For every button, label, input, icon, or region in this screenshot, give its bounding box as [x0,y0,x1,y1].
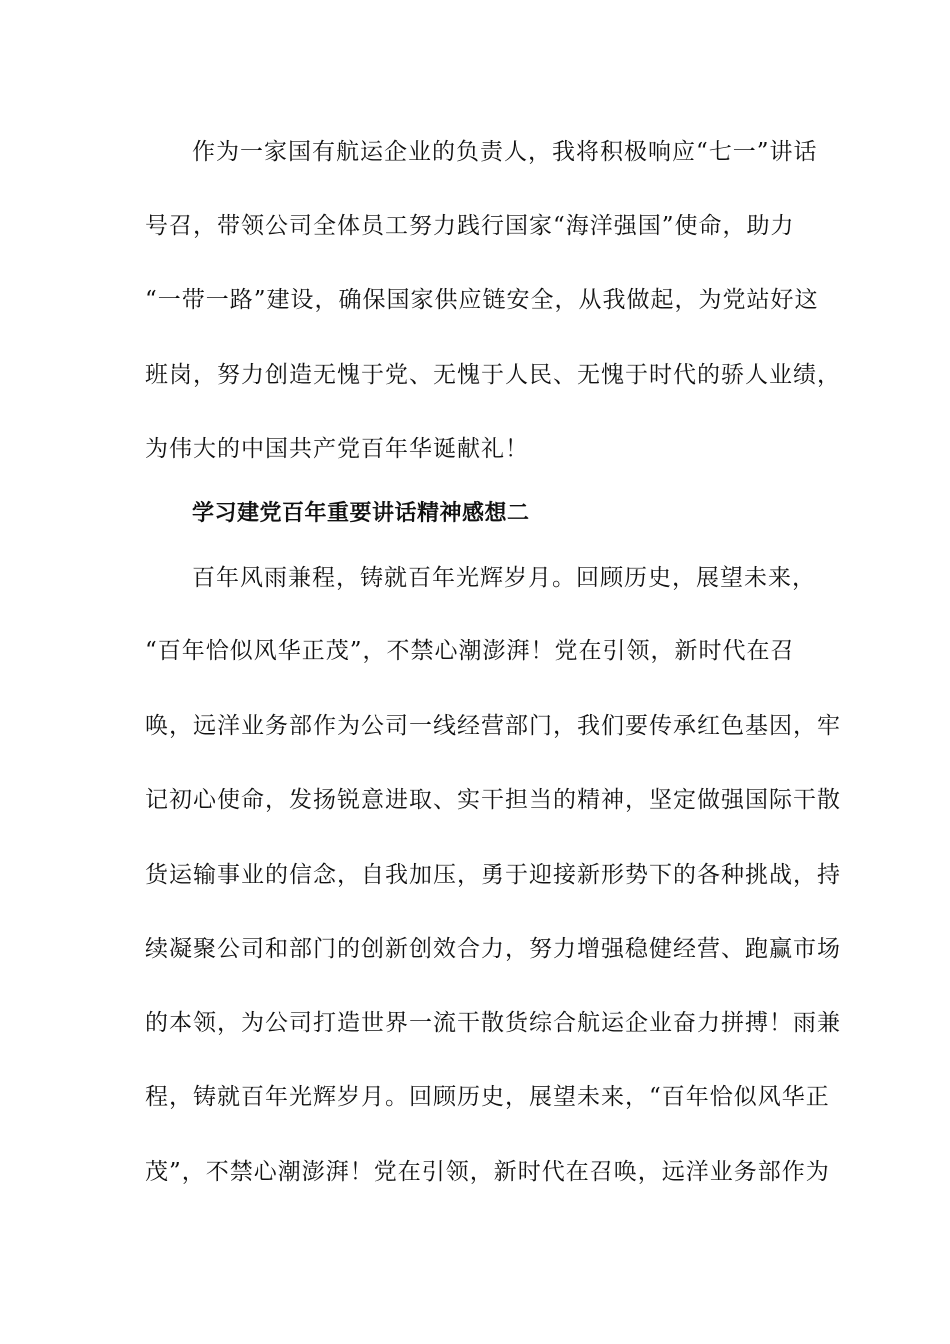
paragraph-line: 的本领，为公司打造世界一流干散货综合航运企业奋力拼搏！雨兼 [145,1010,841,1036]
paragraph-line: 茂”，不禁心潮澎湃！党在引领，新时代在召唤，远洋业务部作为 [145,1159,830,1185]
paragraph-line: 作为一家国有航运企业的负责人，我将积极响应“七一”讲话 [192,139,818,165]
paragraph-line: 唤，远洋业务部作为公司一线经营部门，我们要传承红色基因，牢 [145,713,841,739]
paragraph-line: 号召，带领公司全体员工努力践行国家“海洋强国”使命，助力 [145,213,795,239]
paragraph-line: 百年风雨兼程，铸就百年光辉岁月。回顾历史，展望未来， [192,565,816,591]
section-heading: 学习建党百年重要讲话精神感想二 [192,500,530,526]
paragraph-line: 记初心使命，发扬锐意进取、实干担当的精神，坚定做强国际干散 [145,787,841,813]
paragraph-line: 程，铸就百年光辉岁月。回顾历史，展望未来，“百年恰似风华正 [145,1084,830,1110]
paragraph-line: 货运输事业的信念，自我加压，勇于迎接新形势下的各种挑战，持 [145,862,841,888]
paragraph-line: 为伟大的中国共产党百年华诞献礼！ [145,436,529,462]
paragraph-line: 班岗，努力创造无愧于党、无愧于人民、无愧于时代的骄人业绩， [145,362,841,388]
paragraph-line: 续凝聚公司和部门的创新创效合力，努力增强稳健经营、跑赢市场 [145,936,841,962]
paragraph-line: “百年恰似风华正茂”，不禁心潮澎湃！党在引领，新时代在召 [145,638,795,664]
paragraph-line: “一带一路”建设，确保国家供应链安全，从我做起，为党站好这 [145,287,819,313]
